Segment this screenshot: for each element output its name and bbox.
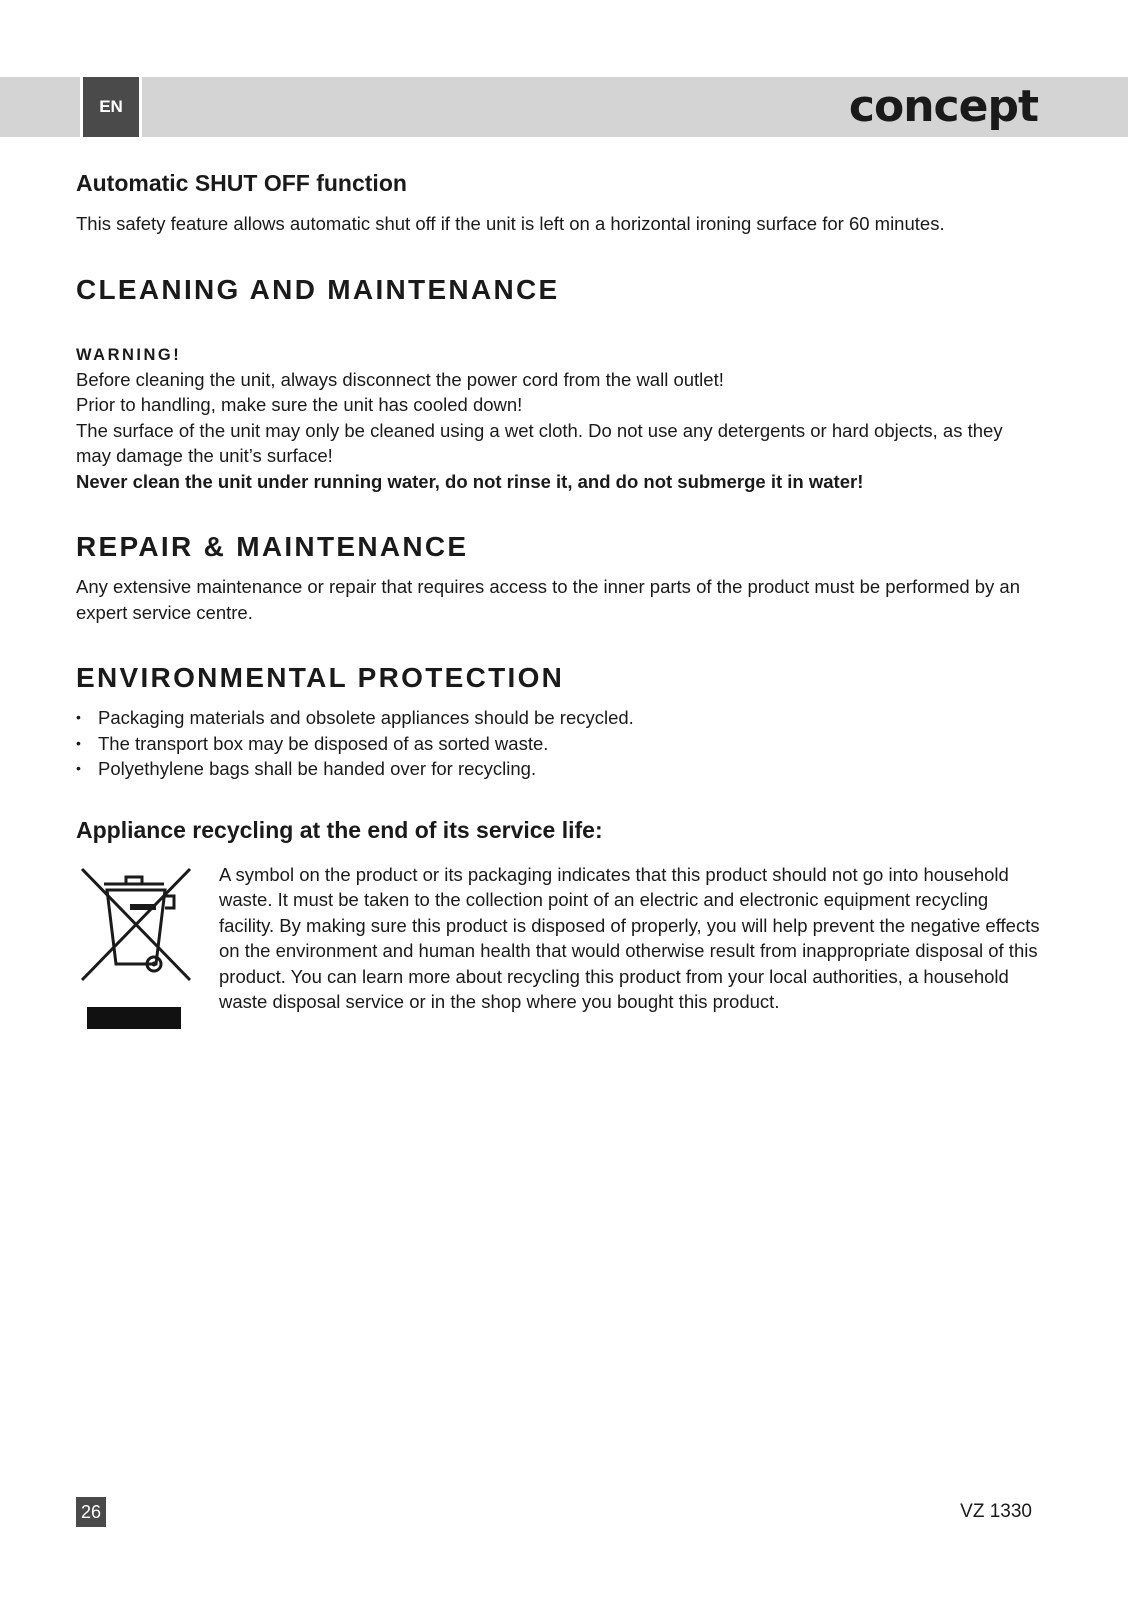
recycling-row xyxy=(76,862,1042,1037)
environment-title: ENVIRONMENTAL PROTECTION xyxy=(76,662,565,693)
language-tab: EN xyxy=(80,77,142,137)
cleaning-line-1: Before cleaning the unit, always disconnect the power cord from the wall outlet! xyxy=(76,368,724,390)
recycling-title: Appliance recycling at the end of its service life: xyxy=(76,816,603,843)
repair-text: Any extensive maintenance or repair that requires access to the inner parts of the product must be performed by an expert service centre. xyxy=(76,576,1021,623)
auto-shutoff-title: Automatic SHUT OFF function xyxy=(76,170,407,196)
warning-label: WARNING! xyxy=(76,345,182,364)
environment-list xyxy=(76,705,1042,782)
crossed-out-wheelie-bin-icon xyxy=(76,862,219,1037)
brand-logo: concept xyxy=(848,80,1038,132)
repair-title: REPAIR & MAINTENANCE xyxy=(76,531,469,562)
cleaning-line-3: The surface of the unit may only be cleaned using a wet cloth. Do not use any detergents or hard objects, as they may damage the unit’s surface! xyxy=(76,419,1003,466)
page-number: 26 xyxy=(76,1497,106,1527)
list-item: • Packaging materials and obsolete appliances should be recycled. xyxy=(76,705,1042,731)
cleaning-title: CLEANING AND MAINTENANCE xyxy=(76,273,560,305)
model-number: VZ 1330 xyxy=(960,1501,1032,1522)
list-item: • The transport box may be disposed of as sorted waste. xyxy=(76,731,1042,757)
cleaning-line-2: Prior to handling, make sure the unit has cooled down! xyxy=(76,394,523,415)
recycling-text: A symbol on the product or its packaging indicates that this product should not go into household waste. It must be taken to the collection point of an electric and electronic equipment recycling facility. By making sure this product is disposed of properly, you will help prevent the negative effects on the environment and human health that would otherwise result from inappropriate disposal of this product. You can learn more about recycling this product from your local authorities, a household waste disposal service or in the shop where you bought this product. xyxy=(219,863,1040,1012)
cleaning-bold-warning: Never clean the unit under running water, do not rinse it, and do not submerge it in water! xyxy=(76,470,864,492)
list-item: • Polyethylene bags shall be handed over for recycling. xyxy=(76,756,1042,782)
auto-shutoff-text: This safety feature allows automatic shut off if the unit is left on a horizontal ironing surface for 60 minutes. xyxy=(76,213,945,234)
page-content xyxy=(76,168,1042,1037)
